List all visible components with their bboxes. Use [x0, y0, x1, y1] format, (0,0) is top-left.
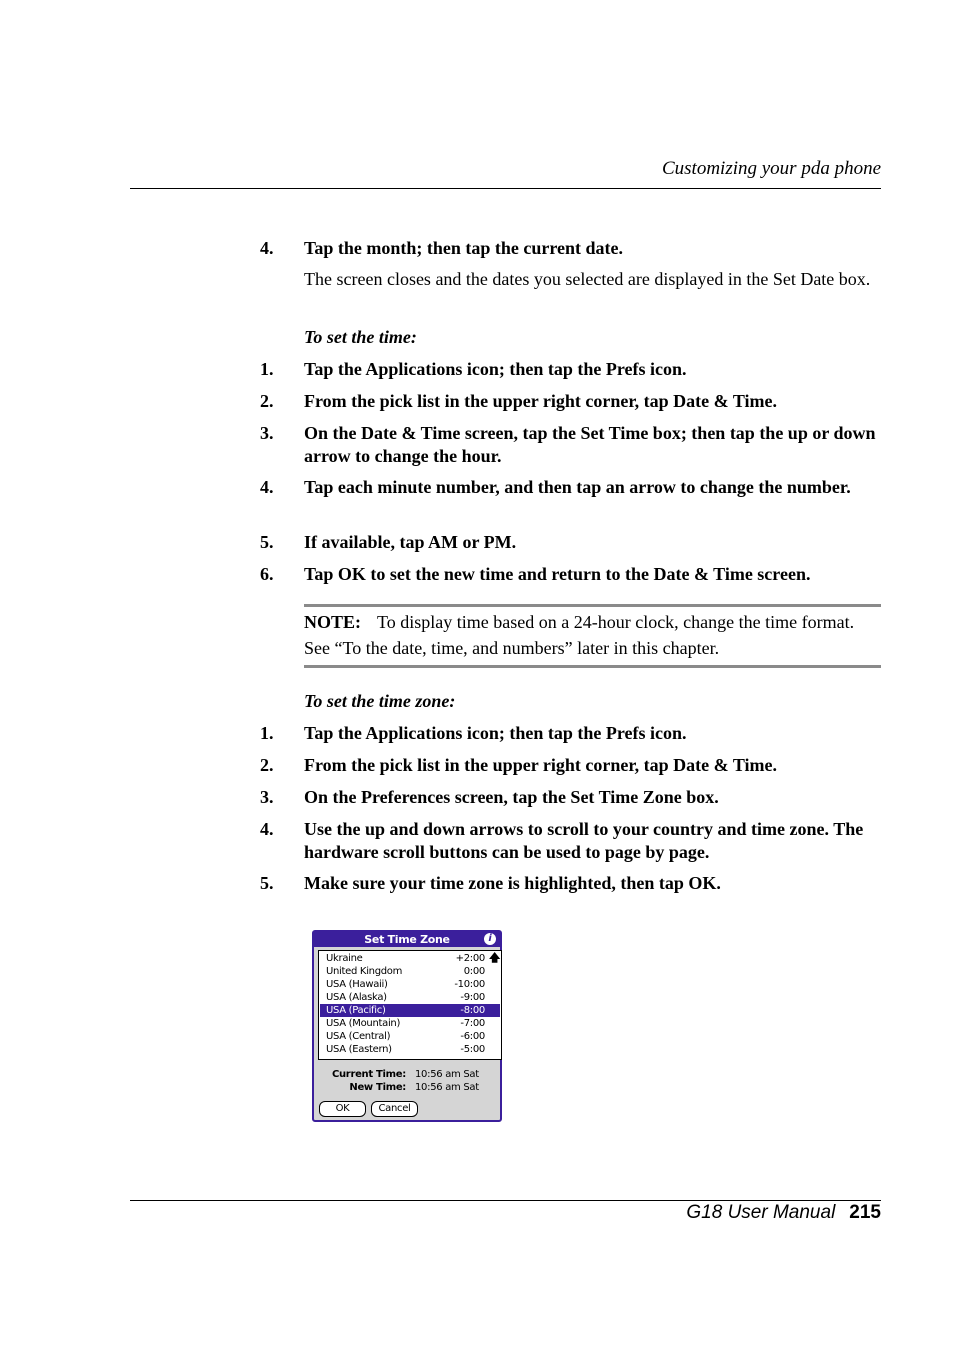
zone-row-usa-alaska[interactable]	[320, 991, 489, 1004]
step-text: If available, tap AM or PM.	[304, 532, 517, 552]
new-time-label: New Time:	[349, 1082, 406, 1093]
time-step-4	[260, 476, 885, 499]
zone-name: USA (Hawaii)	[326, 979, 388, 990]
zone-row-usa-hawaii[interactable]	[320, 978, 489, 991]
step-number: 3.	[260, 423, 274, 443]
step-number: 5.	[260, 873, 274, 893]
section-heading-set-time: To set the time:	[304, 327, 417, 347]
note-top-rule	[304, 604, 881, 607]
step-number: 6.	[260, 564, 274, 584]
time-step-3	[260, 422, 885, 467]
step-number: 3.	[260, 787, 274, 807]
cancel-button[interactable]: Cancel	[371, 1101, 418, 1117]
zone-step-1	[260, 722, 885, 745]
zone-step-3	[260, 786, 885, 809]
zone-name: Ukraine	[326, 953, 363, 964]
step-text: On the Preferences screen, tap the Set Time Zone box.	[304, 787, 719, 807]
current-time-label: Current Time:	[331, 1069, 406, 1080]
page-footer	[686, 1202, 881, 1224]
zone-row-usa-eastern[interactable]	[320, 1043, 489, 1056]
step-text: Make sure your time zone is highlighted, then tap OK.	[304, 873, 721, 893]
current-time-value: 10:56 am Sat	[415, 1069, 479, 1080]
time-step-1	[260, 358, 885, 381]
note-bottom-rule	[304, 665, 881, 668]
step-number: 1.	[260, 723, 274, 743]
step-number: 2.	[260, 391, 274, 411]
step-number: 5.	[260, 532, 274, 552]
zone-name: USA (Alaska)	[326, 992, 387, 1003]
time-step-6	[260, 563, 885, 586]
zone-offset: -10:00	[454, 979, 485, 990]
time-zone-list[interactable]	[318, 950, 502, 1060]
zone-name: USA (Pacific)	[326, 1005, 386, 1016]
zone-row-usa-mountain[interactable]	[320, 1017, 489, 1030]
dialog-title: Set Time Zone	[314, 932, 500, 947]
footer-rule	[130, 1200, 881, 1201]
step-number: 4.	[260, 819, 274, 839]
step-text: On the Date & Time screen, tap the Set Time box; then tap the up or down arrow to change the hour.	[304, 423, 876, 466]
result-paragraph: The screen closes and the dates you selected are displayed in the Set Date box.	[304, 269, 871, 289]
zone-offset: +2:00	[455, 953, 485, 964]
step-text: Tap each minute number, and then tap an arrow to change the number.	[304, 477, 851, 497]
zone-offset: -9:00	[460, 992, 485, 1003]
zone-offset: -7:00	[460, 1018, 485, 1029]
step-text: From the pick list in the upper right corner, tap Date & Time.	[304, 755, 777, 775]
section-heading-set-time-zone: To set the time zone:	[304, 691, 456, 711]
current-time-line	[318, 1068, 498, 1081]
page-number: 215	[849, 1202, 881, 1223]
step-number: 1.	[260, 359, 274, 379]
new-time-line	[318, 1081, 498, 1094]
header-rule	[130, 188, 881, 189]
note-box	[304, 609, 881, 661]
step-4-date	[260, 237, 885, 260]
new-time-value[interactable]: 10:56 am Sat	[415, 1082, 479, 1093]
step-number: 2.	[260, 755, 274, 775]
note-label: NOTE:	[304, 612, 362, 632]
zone-offset: -8:00	[460, 1005, 485, 1016]
zone-offset: -6:00	[460, 1031, 485, 1042]
step-text: Tap the Applications icon; then tap the Prefs icon.	[304, 723, 687, 743]
zone-row-usa-central[interactable]	[320, 1030, 489, 1043]
zone-row-united-kingdom[interactable]	[320, 965, 489, 978]
time-step-5	[260, 531, 885, 554]
info-icon[interactable]: i	[484, 933, 496, 945]
running-header: Customizing your pda phone	[661, 158, 881, 179]
manual-title: G18 User Manual	[686, 1202, 836, 1223]
step-text: Tap the Applications icon; then tap the Prefs icon.	[304, 359, 687, 379]
zone-offset: -5:00	[460, 1044, 485, 1055]
zone-step-5	[260, 872, 885, 895]
time-step-2	[260, 390, 885, 413]
step-text: Tap the month; then tap the current date.	[304, 238, 624, 258]
zone-row-usa-pacific-selected[interactable]	[320, 1004, 500, 1017]
zone-name: USA (Central)	[326, 1031, 391, 1042]
step-text: Tap OK to set the new time and return to the Date & Time screen.	[304, 564, 811, 584]
ok-button[interactable]: OK	[319, 1101, 366, 1117]
zone-name: USA (Eastern)	[326, 1044, 392, 1055]
zone-step-4	[260, 818, 885, 863]
zone-name: USA (Mountain)	[326, 1018, 401, 1029]
zone-row-ukraine[interactable]	[320, 952, 489, 965]
step-number: 4.	[260, 238, 274, 258]
zone-offset: 0:00	[463, 966, 485, 977]
step-number: 4.	[260, 477, 274, 497]
step-text: From the pick list in the upper right corner, tap Date & Time.	[304, 391, 777, 411]
scroll-up-arrow-icon[interactable]: 🡅	[488, 951, 500, 964]
set-time-zone-dialog	[312, 930, 502, 1122]
zone-step-2	[260, 754, 885, 777]
note-text: To display time based on a 24-hour clock, change the time format. See “To the date, time, and numbers” later in this chapter.	[304, 612, 855, 658]
zone-name: United Kingdom	[326, 966, 403, 977]
step-text: Use the up and down arrows to scroll to your country and time zone. The hardware scroll buttons can be used to page by page.	[304, 819, 864, 862]
